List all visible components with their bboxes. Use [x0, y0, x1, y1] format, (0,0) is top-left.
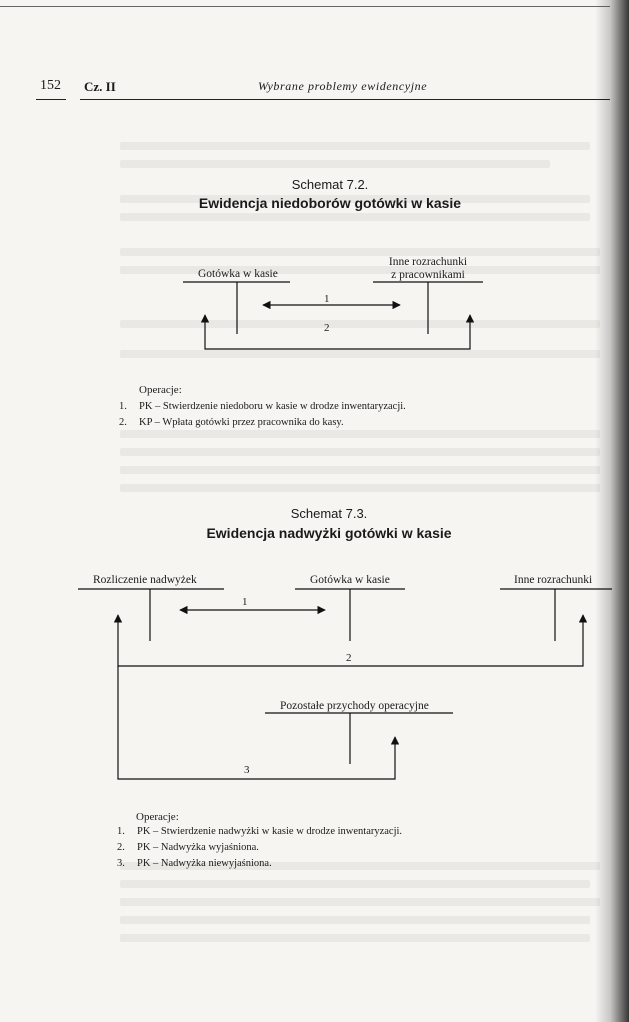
account-gotowka-label: Gotówka w kasie [310, 574, 390, 586]
operation-item: 2. PK – Nadwyżka wyjaśniona. [117, 842, 259, 853]
schema-2-arrow-3-label: 3 [244, 764, 250, 776]
schema-2-arrow-2-label: 2 [346, 652, 352, 664]
account-label-line-2: z pracownikami [391, 269, 465, 281]
account-label-line-1: Inne rozrachunki [388, 256, 468, 268]
account-gotowka-label: Gotówka w kasie [198, 268, 278, 280]
chapter-label: Cz. II [84, 79, 116, 94]
schema-2-operations-list [117, 824, 402, 872]
schema-2-operations-heading: Operacje: [136, 811, 179, 823]
account-inne-rozrachunki-label: Inne rozrachunki [514, 574, 593, 586]
running-title: Wybrane problemy ewidencyjne [258, 79, 428, 93]
arrow-3 [118, 666, 395, 779]
account-rozliczenie-nadwyzek-label: Rozliczenie nadwyżek [93, 574, 197, 586]
operation-item: 2. KP – Wpłata gotówki przez pracownika do kasy. [119, 417, 344, 428]
schema-1-arrow-2-label: 2 [324, 322, 330, 334]
schema-2-number: Schemat 7.3. [290, 506, 368, 521]
operation-item: 1. PK – Stwierdzenie nadwyżki w kasie w drodze inwentaryzacji. [117, 826, 403, 837]
schema-1-arrow-1-label: 1 [324, 293, 330, 305]
operation-item: 3. PK – Nadwyżka niewyjaśniona. [117, 858, 272, 869]
schema-2-arrow-1-label: 1 [242, 596, 248, 608]
operation-item: 1. PK – Stwierdzenie niedoboru w kasie w drodze inwentaryzacji. [119, 401, 406, 412]
page-number: 152 [40, 78, 61, 93]
schema-2-title: Ewidencja nadwyżki gotówki w kasie [206, 525, 452, 541]
schema-1-title: Ewidencja niedoborów gotówki w kasie [198, 195, 462, 211]
schema-1-number: Schemat 7.2. [291, 177, 369, 192]
schema-1-operations-heading: Operacje: [139, 384, 182, 396]
account-pozostale-przychody-label: Pozostałe przychody operacyjne [280, 700, 429, 712]
